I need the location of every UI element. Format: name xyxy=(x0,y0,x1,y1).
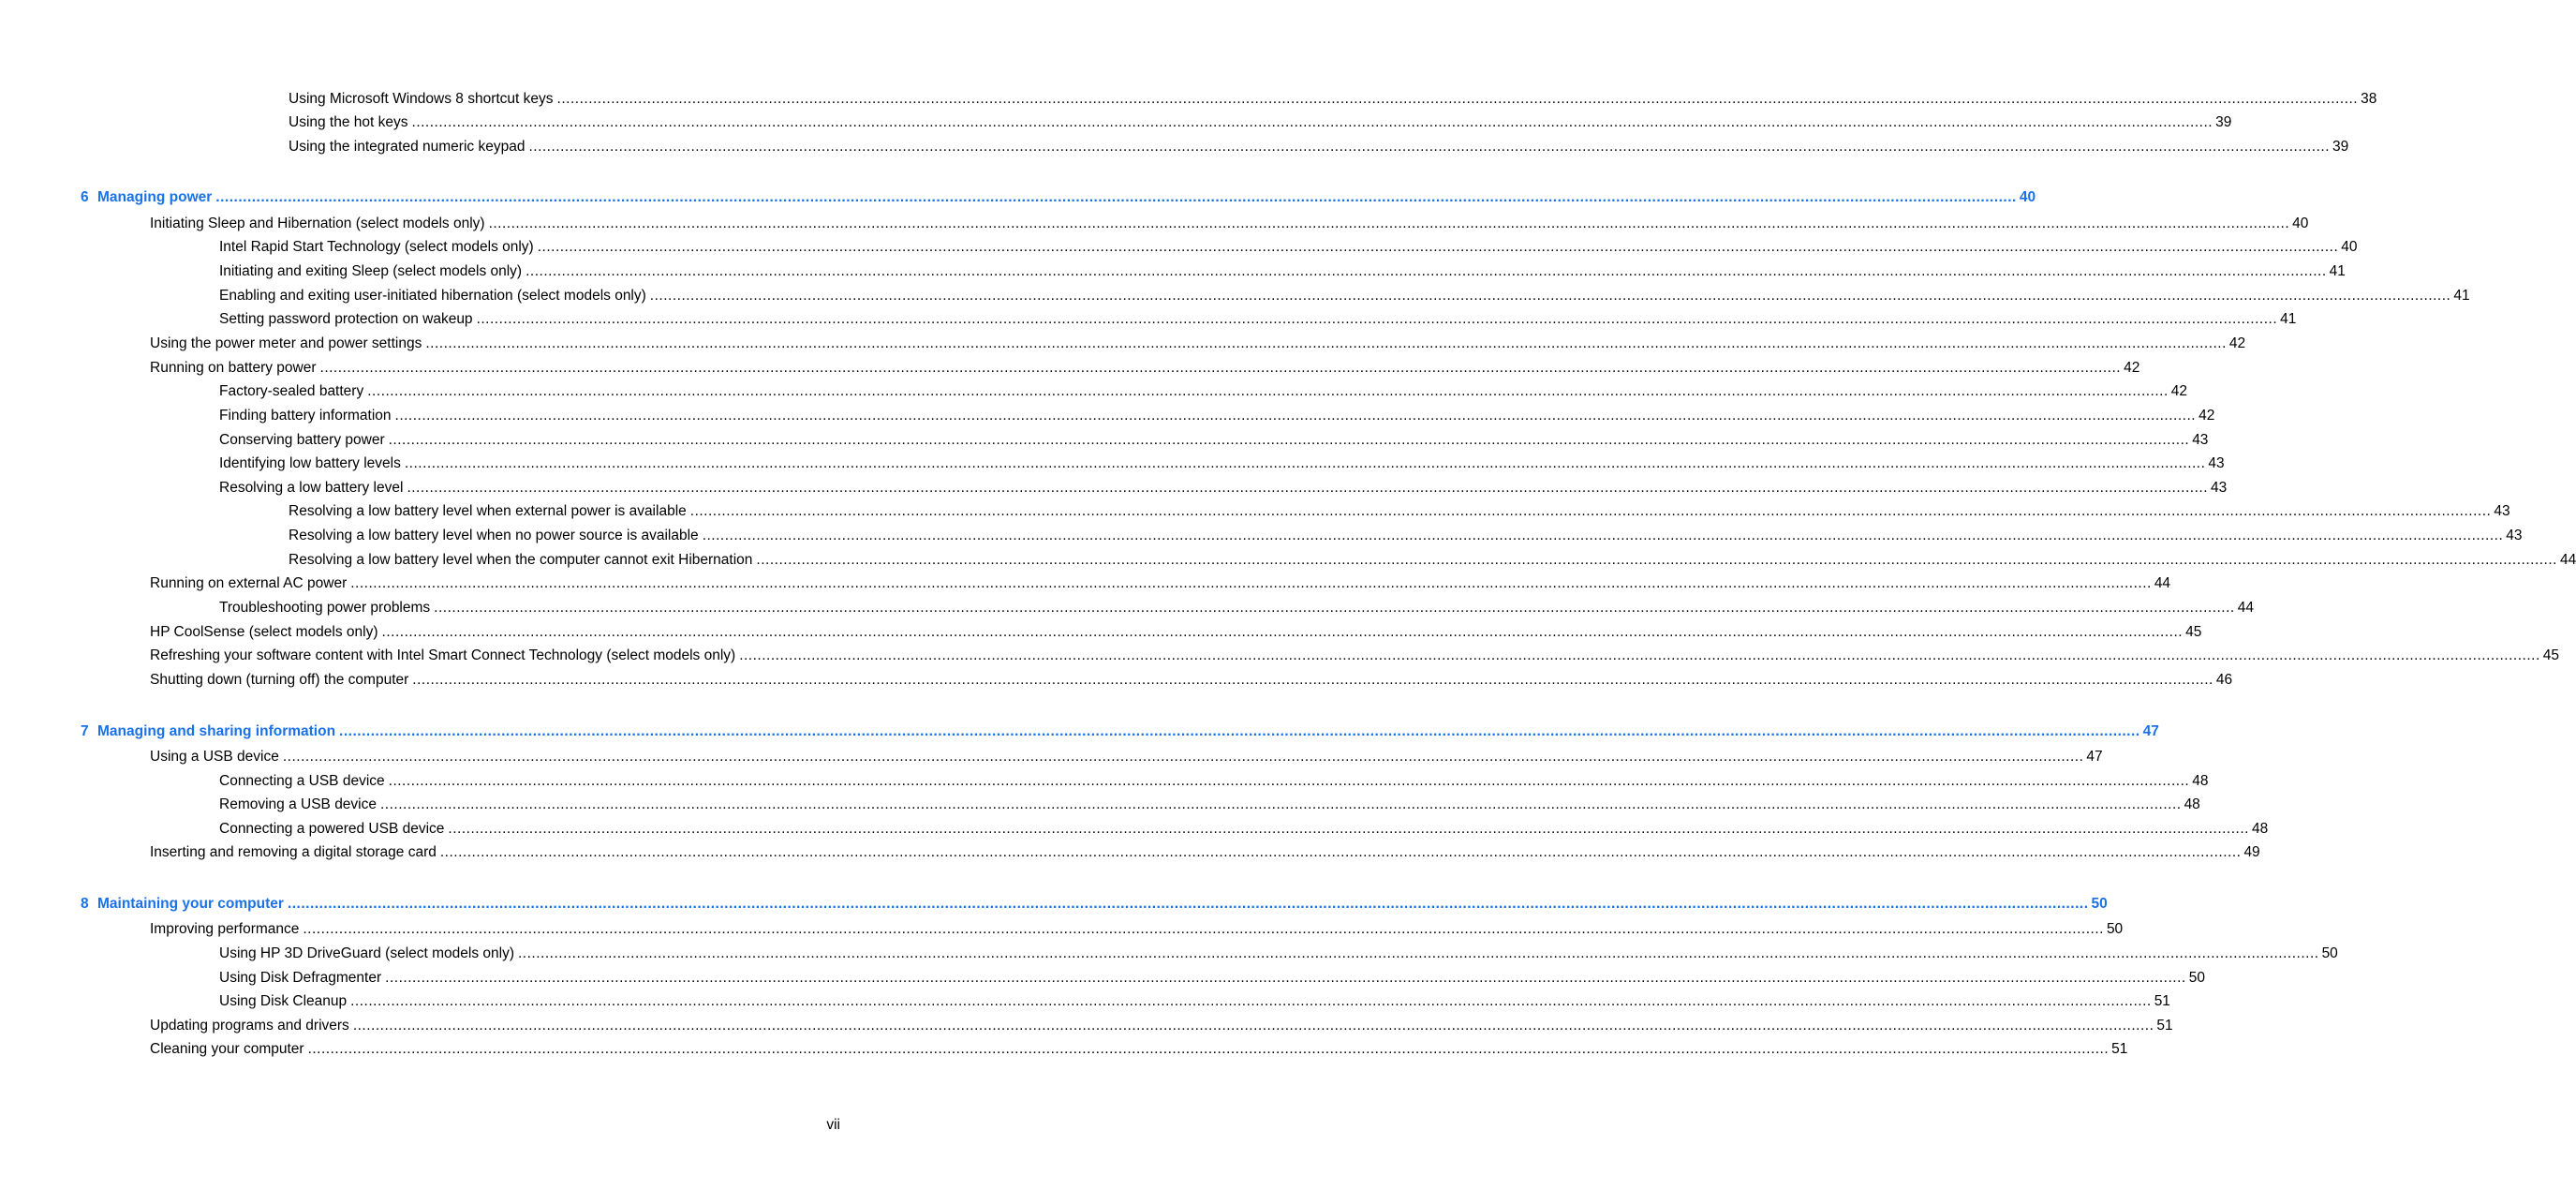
toc-entry-title: Cleaning your computer xyxy=(150,1041,304,1057)
dot-leader: ................................................................................................................................................................................................................................................................................................................................................................................................................ xyxy=(388,432,2190,448)
toc-entry-page: 44 xyxy=(2559,552,2576,568)
toc-entry-page: 43 xyxy=(2494,503,2510,519)
toc-entry-title: Using a USB device xyxy=(150,749,279,765)
dot-leader: ................................................................................................................................................................................................................................................................................................................................................................................................................ xyxy=(412,672,2213,688)
dot-leader: ................................................................................................................................................................................................................................................................................................................................................................................................................ xyxy=(282,749,2084,765)
toc-entry[interactable] xyxy=(219,819,2269,840)
chapter-number: 8 xyxy=(81,896,89,912)
toc-entry-page: 50 xyxy=(2188,970,2205,986)
toc-entry-title: Resolving a low battery level xyxy=(219,480,404,496)
dot-leader: ................................................................................................................................................................................................................................................................................................................................................................................................................ xyxy=(380,796,2182,812)
toc-entry-title: Connecting a USB device xyxy=(219,773,385,789)
toc-entry[interactable] xyxy=(150,747,2103,767)
toc-entry-page: 40 xyxy=(2341,239,2358,255)
toc-entry-page: 47 xyxy=(2142,723,2159,739)
toc-entry-title: Running on external AC power xyxy=(150,575,348,591)
toc-entry-title: Updating programs and drivers xyxy=(150,1018,349,1034)
toc-entry-page: 48 xyxy=(2192,773,2209,789)
toc-entry[interactable] xyxy=(289,112,2232,133)
toc-entry[interactable] xyxy=(219,968,2205,989)
toc-entry[interactable] xyxy=(150,334,2246,354)
toc-entry-page: 38 xyxy=(2361,91,2377,107)
toc-chapter-entry[interactable] xyxy=(81,721,2159,742)
dot-leader: ................................................................................................................................................................................................................................................................................................................................................................................................................ xyxy=(702,528,2504,543)
dot-leader: ................................................................................................................................................................................................................................................................................................................................................................................................................ xyxy=(350,993,2152,1009)
toc-entry-page: 48 xyxy=(2184,796,2200,812)
toc-entry-page: 45 xyxy=(2542,647,2559,663)
toc-entry-title: Using HP 3D DriveGuard (select models only) xyxy=(219,945,514,961)
toc-entry[interactable] xyxy=(150,573,2171,594)
toc-entry[interactable] xyxy=(219,598,2254,618)
dot-leader: ................................................................................................................................................................................................................................................................................................................................................................................................................ xyxy=(350,575,2152,591)
toc-entry-page: 48 xyxy=(2251,821,2269,837)
toc-entry-title: Using the hot keys xyxy=(289,114,408,130)
toc-entry-page: 39 xyxy=(2215,114,2232,130)
dot-leader: ................................................................................................................................................................................................................................................................................................................................................................................................................ xyxy=(407,480,2208,496)
toc-entry[interactable] xyxy=(219,478,2228,498)
toc-entry[interactable] xyxy=(150,1016,2173,1036)
toc-entry[interactable] xyxy=(150,214,2309,234)
toc-entry-page: 42 xyxy=(2170,383,2188,399)
toc-entry[interactable] xyxy=(219,944,2338,964)
toc-entry-title: Running on battery power xyxy=(150,360,317,376)
toc-entry[interactable] xyxy=(150,842,2260,863)
toc-entry-title: Managing power xyxy=(97,189,213,205)
toc-entry-page: 40 xyxy=(2019,189,2036,205)
toc-entry-page: 43 xyxy=(2192,432,2209,448)
dot-leader: ................................................................................................................................................................................................................................................................................................................................................................................................................ xyxy=(476,311,2278,327)
toc-entry[interactable] xyxy=(219,261,2346,282)
dot-leader: ................................................................................................................................................................................................................................................................................................................................................................................................................ xyxy=(367,383,2169,399)
dot-leader: ................................................................................................................................................................................................................................................................................................................................................................................................................ xyxy=(339,723,2140,739)
dot-leader: ................................................................................................................................................................................................................................................................................................................................................................................................................ xyxy=(394,408,2197,424)
toc-entry[interactable] xyxy=(219,286,2470,306)
toc-entry[interactable] xyxy=(150,1039,2128,1060)
toc-entry-title: Shutting down (turning off) the computer xyxy=(150,672,409,688)
toc-entry[interactable] xyxy=(219,771,2209,792)
dot-leader: ................................................................................................................................................................................................................................................................................................................................................................................................................ xyxy=(756,552,2557,568)
toc-entry[interactable] xyxy=(219,237,2358,258)
dot-leader: ................................................................................................................................................................................................................................................................................................................................................................................................................ xyxy=(319,360,2122,376)
toc-entry[interactable] xyxy=(219,406,2215,426)
page-number: vii xyxy=(826,1117,840,1133)
toc-entry[interactable] xyxy=(219,795,2200,815)
toc-entry[interactable] xyxy=(219,454,2225,474)
toc-entry-page: 44 xyxy=(2237,600,2254,616)
toc-entry-title: Resolving a low battery level when external power is available xyxy=(289,503,687,519)
toc-chapter-entry[interactable] xyxy=(81,894,2108,915)
toc-entry-title: Setting password protection on wakeup xyxy=(219,311,473,327)
toc-entry[interactable] xyxy=(289,501,2510,522)
toc-entry-page: 43 xyxy=(2208,455,2225,471)
dot-leader: ................................................................................................................................................................................................................................................................................................................................................................................................................ xyxy=(388,773,2190,789)
toc-entry-title: HP CoolSense (select models only) xyxy=(150,624,378,640)
dot-leader: ................................................................................................................................................................................................................................................................................................................................................................................................................ xyxy=(649,288,2451,304)
dot-leader: ................................................................................................................................................................................................................................................................................................................................................................................................................ xyxy=(689,503,2492,519)
dot-leader: ................................................................................................................................................................................................................................................................................................................................................................................................................ xyxy=(287,896,2089,912)
toc-entry-page: 39 xyxy=(2332,139,2349,155)
dot-leader: ................................................................................................................................................................................................................................................................................................................................................................................................................ xyxy=(425,335,2227,351)
toc-entry-page: 49 xyxy=(2243,844,2260,860)
toc-entry-title: Using the power meter and power settings xyxy=(150,335,422,351)
toc-entry-title: Removing a USB device xyxy=(219,796,377,812)
toc-entry[interactable] xyxy=(150,358,2140,379)
toc-chapter-entry[interactable] xyxy=(81,187,2036,208)
dot-leader: ................................................................................................................................................................................................................................................................................................................................................................................................................ xyxy=(404,455,2206,471)
toc-entry-title: Initiating Sleep and Hibernation (select models only) xyxy=(150,216,485,231)
chapter-number: 6 xyxy=(81,189,89,205)
toc-entry[interactable] xyxy=(150,670,2233,691)
toc-entry-title: Using Disk Cleanup xyxy=(219,993,348,1009)
toc-entry-title: Intel Rapid Start Technology (select models only) xyxy=(219,239,534,255)
toc-entry-page: 43 xyxy=(2211,480,2228,496)
dot-leader: ................................................................................................................................................................................................................................................................................................................................................................................................................ xyxy=(411,114,2213,130)
toc-entry-page: 50 xyxy=(2106,921,2124,937)
toc-entry[interactable] xyxy=(150,919,2124,940)
dot-leader: ................................................................................................................................................................................................................................................................................................................................................................................................................ xyxy=(526,263,2327,279)
toc-entry-title: Enabling and exiting user-initiated hibernation (select models only) xyxy=(219,288,646,304)
dot-leader: ................................................................................................................................................................................................................................................................................................................................................................................................................ xyxy=(303,921,2104,937)
toc-entry-title: Factory-sealed battery xyxy=(219,383,364,399)
toc-entry-title: Maintaining your computer xyxy=(97,896,284,912)
dot-leader: ................................................................................................................................................................................................................................................................................................................................................................................................................ xyxy=(537,239,2339,255)
toc-entry-title: Connecting a powered USB device xyxy=(219,821,445,837)
dot-leader: ................................................................................................................................................................................................................................................................................................................................................................................................................ xyxy=(528,139,2331,155)
toc-entry[interactable] xyxy=(289,550,2576,571)
toc-entry-page: 41 xyxy=(2329,263,2346,279)
toc-entry[interactable] xyxy=(150,622,2202,643)
dot-leader: ................................................................................................................................................................................................................................................................................................................................................................................................................ xyxy=(556,91,2359,107)
toc-entry[interactable] xyxy=(289,526,2523,546)
dot-leader: ................................................................................................................................................................................................................................................................................................................................................................................................................ xyxy=(352,1018,2154,1034)
toc-entry-page: 45 xyxy=(2185,624,2202,640)
toc-entry-page: 40 xyxy=(2292,216,2309,231)
dot-leader: ................................................................................................................................................................................................................................................................................................................................................................................................................ xyxy=(215,189,2017,205)
toc-entry-page: 41 xyxy=(2280,311,2297,327)
toc-entry[interactable] xyxy=(219,991,2170,1012)
dot-leader: ................................................................................................................................................................................................................................................................................................................................................................................................................ xyxy=(488,216,2290,231)
dot-leader: ................................................................................................................................................................................................................................................................................................................................................................................................................ xyxy=(439,844,2242,860)
toc-entry-title: Finding battery information xyxy=(219,408,392,424)
dot-leader: ................................................................................................................................................................................................................................................................................................................................................................................................................ xyxy=(739,647,2540,663)
dot-leader: ................................................................................................................................................................................................................................................................................................................................................................................................................ xyxy=(434,600,2235,616)
dot-leader: ................................................................................................................................................................................................................................................................................................................................................................................................................ xyxy=(518,945,2319,961)
toc-entry-page: 51 xyxy=(2111,1041,2128,1057)
dot-leader: ................................................................................................................................................................................................................................................................................................................................................................................................................ xyxy=(307,1041,2110,1057)
toc-entry-title: Resolving a low battery level when no power source is available xyxy=(289,528,699,543)
toc-entry-page: 42 xyxy=(2228,335,2246,351)
toc-entry-page: 50 xyxy=(2321,945,2338,961)
toc-entry-title: Using the integrated numeric keypad xyxy=(289,139,526,155)
toc-entry-title: Refreshing your software content with Intel Smart Connect Technology (select models only) xyxy=(150,647,736,663)
toc-entry-title: Resolving a low battery level when the computer cannot exit Hibernation xyxy=(289,552,753,568)
toc-entry-title: Improving performance xyxy=(150,921,300,937)
toc-entry-page: 46 xyxy=(2215,672,2233,688)
toc-entry-page: 47 xyxy=(2086,749,2103,765)
toc-entry[interactable] xyxy=(219,381,2188,402)
toc-entry-title: Identifying low battery levels xyxy=(219,455,401,471)
toc-entry-page: 51 xyxy=(2154,993,2170,1009)
toc-entry-title: Using Disk Defragmenter xyxy=(219,970,382,986)
toc-entry-page: 41 xyxy=(2453,288,2470,304)
toc-entry-page: 42 xyxy=(2124,360,2140,376)
toc-entry[interactable] xyxy=(150,646,2559,666)
toc-entry[interactable] xyxy=(289,89,2377,110)
toc-entry-title: Inserting and removing a digital storage card xyxy=(150,844,437,860)
toc-entry[interactable] xyxy=(289,137,2349,157)
toc-entry-title: Troubleshooting power problems xyxy=(219,600,431,616)
toc-entry-page: 43 xyxy=(2506,528,2523,543)
chapter-number: 7 xyxy=(81,723,89,739)
toc-entry[interactable] xyxy=(219,430,2209,451)
toc-entry[interactable] xyxy=(219,309,2297,330)
toc-entry-page: 42 xyxy=(2198,408,2215,424)
toc-entry-title: Initiating and exiting Sleep (select models only) xyxy=(219,263,523,279)
dot-leader: ................................................................................................................................................................................................................................................................................................................................................................................................................ xyxy=(385,970,2186,986)
toc-entry-page: 44 xyxy=(2154,575,2171,591)
toc-entry-page: 50 xyxy=(2091,896,2108,912)
toc-entry-page: 51 xyxy=(2156,1018,2173,1034)
dot-leader: ................................................................................................................................................................................................................................................................................................................................................................................................................ xyxy=(448,821,2249,837)
toc-entry-title: Managing and sharing information xyxy=(97,723,336,739)
dot-leader: ................................................................................................................................................................................................................................................................................................................................................................................................................ xyxy=(381,624,2184,640)
toc-entry-title: Using Microsoft Windows 8 shortcut keys xyxy=(289,91,554,107)
toc-entry-title: Conserving battery power xyxy=(219,432,385,448)
